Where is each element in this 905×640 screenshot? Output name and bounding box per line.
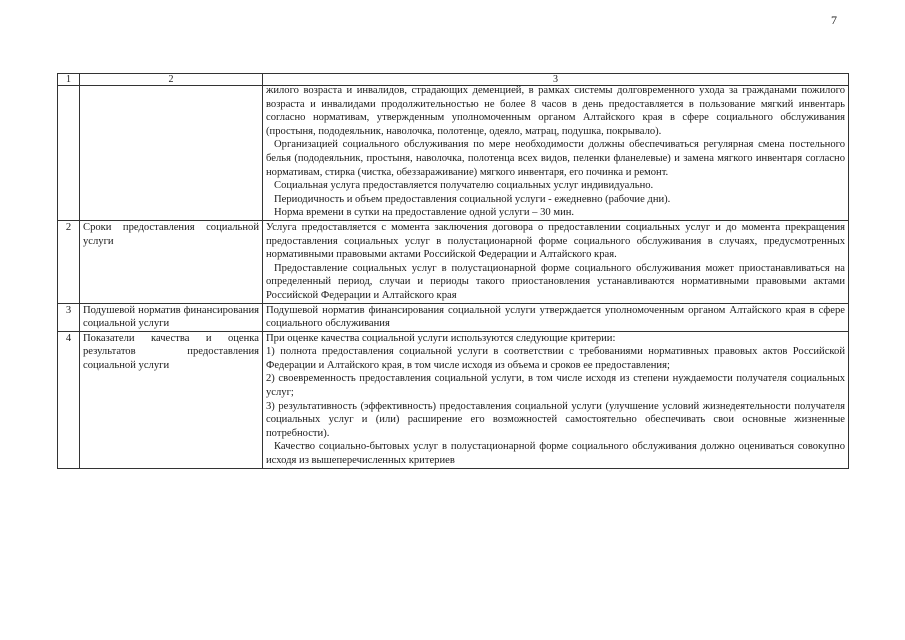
table-row: [58, 303, 849, 331]
content-paragraph: Социальная услуга предоставляется получателю социальных услуг индивидуально.: [274, 180, 654, 192]
header-cell-3: 3: [263, 74, 849, 86]
row-title: Показатели качества и оценка результатов предоставления социальной услуги: [80, 331, 263, 468]
content-paragraph: 3) результативность (эффективность) предоставления социальной услуги (улучшение условий жизнедеятельности получателя социальных услуг и (или) расширение его возможностей самостоятельно обеспечивать свои основные жизненные потребности).: [266, 400, 845, 439]
content-paragraph: При оценке качества социальной услуги используются следующие критерии:: [266, 332, 616, 344]
content-paragraph: Норма времени в сутки на предоставление одной услуги – 30 мин.: [274, 207, 575, 219]
row-title: Сроки предоставления социальной услуги: [80, 220, 263, 303]
content-paragraph: Качество социально-бытовых услуг в полустационарной форме социального обслуживания должно оцениваться совокупно исходя из вышеперечисленных критериев: [266, 441, 845, 467]
service-standard-table: [57, 73, 849, 469]
row-content: [263, 303, 849, 331]
content-paragraph: Подушевой норматив финансирования социальной услуги утверждается уполномоченным органом Алтайского края в сфере социального обслуживания: [266, 304, 845, 330]
content-paragraph: Организацией социального обслуживания по мере необходимости должны обеспечиваться регулярная смена постельного белья (пододеяльник, простыня, наволочка, полотенца всех видов, пеленки фланелевые) и замена мягкого инвентаря согласно нормативам, стирка (чистка, обеззараживание) мягкого инвентаря, его починка и ремонт.: [266, 139, 845, 178]
page-number: 7: [831, 13, 837, 27]
row-number: 4: [58, 331, 80, 468]
content-paragraph: жилого возраста и инвалидов, страдающих деменцией, в рамках системы долговременного ухода за гражданами пожилого возраста и инвалидами продолжительностью не более 8 часов в день предоставляется в пользование мягкий инвентарь согласно нормативам, утвержденным уполномоченным органом Алтайского края в сфере социального обслуживания (простыня, пододеяльник, наволочка, полотенце, одеяло, матрац, подушка, покрывало).: [266, 85, 845, 137]
content-paragraph: Периодичность и объем предоставления социальной услуги - ежедневно (рабочие дни).: [274, 193, 671, 205]
row-content: [263, 86, 849, 221]
header-cell-1: 1: [58, 74, 80, 86]
row-title: Подушевой норматив финансирования социальной услуги: [80, 303, 263, 331]
row-content: [263, 331, 849, 468]
row-number: 2: [58, 220, 80, 303]
content-paragraph: 1) полнота предоставления социальной услуги в соответствии с требованиями нормативных правовых актов Российской Федерации и Алтайского края, в том числе исходя из объема и сроков ее предоставления;: [266, 346, 845, 371]
content-paragraph: Предоставление социальных услуг в полустационарной форме социального обслуживания может приостанавливаться на определенный период, случаи и периоды такого приостановления устанавливаются нормативными правовыми актами Российской Федерации и Алтайского края: [266, 262, 845, 301]
header-cell-2: 2: [80, 74, 263, 86]
row-title: [80, 86, 263, 221]
table-row: [58, 220, 849, 303]
row-content: [263, 220, 849, 303]
row-number: [58, 86, 80, 221]
content-paragraph: 2) своевременность предоставления социальной услуги, в том числе исходя из степени нуждаемости получателя социальных услуг;: [266, 373, 845, 399]
table-row: [58, 86, 849, 221]
row-number: 3: [58, 303, 80, 331]
table-row: [58, 331, 849, 468]
content-paragraph: Услуга предоставляется с момента заключения договора о предоставлении социальных услуг и до момента прекращения предоставления социальных услуг в полустационарной форме социального обслуживания в случаях, предусмотренных нормативными правовыми актами Российской Федерации и Алтайского края.: [266, 221, 845, 261]
